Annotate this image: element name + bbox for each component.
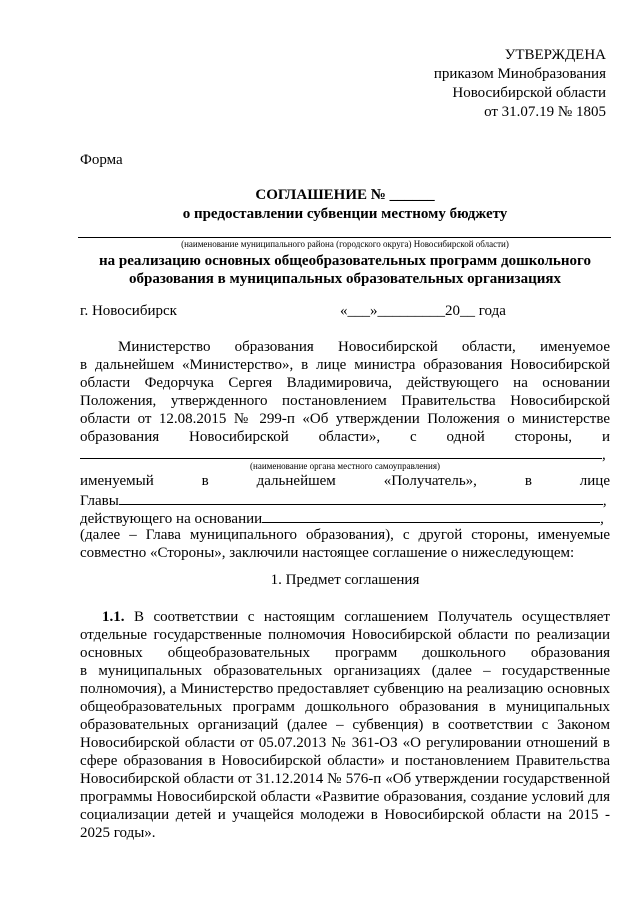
recipient-hint: (наименование органа местного самоуправления)	[250, 461, 440, 471]
clause-1-1-line-1	[80, 608, 610, 626]
clause-line: сфере образования в Новосибирской области» и постановлением Правительства	[80, 753, 610, 769]
preamble-line: образования Новосибирской области», с одной стороны, и	[80, 429, 610, 445]
clause-line: отдельные государственные полномочия Новосибирской области по реализации	[80, 627, 610, 643]
date-placeholder: «___»_________20__ года	[340, 303, 506, 319]
clause-line: основных общеобразовательных программ дошкольного образования	[80, 645, 610, 661]
title-line-1: СОГЛАШЕНИЕ № ______	[255, 187, 435, 203]
preamble-line: именуемый в дальнейшем «Получатель», в лице	[80, 473, 610, 489]
clause-line: 2025 годы».	[80, 825, 156, 841]
clause-line: Новосибирской области от 05.07.2013 № 361-ОЗ «О регулировании отношений в	[80, 735, 610, 751]
preamble-line: Положения, утвержденного постановлением Правительства Новосибирской	[80, 393, 610, 409]
subtitle-line-1: на реализацию основных общеобразовательных программ дошкольного	[99, 253, 591, 269]
preamble-line: в дальнейшем «Министерство», в лице министра образования Новосибирской	[80, 357, 610, 373]
preamble-line: области Федорчука Сергея Владимировича, действующего на основании	[80, 375, 610, 391]
approval-line-1: УТВЕРЖДЕНА	[504, 47, 606, 63]
approval-stamp	[406, 46, 606, 122]
basis-fill-line	[262, 508, 600, 523]
approval-line-2: приказом Минобразования	[433, 66, 606, 82]
clause-line: программы Новосибирской области «Развитие образования, создание условий для	[80, 789, 610, 805]
basis-fill-comma: ,	[600, 511, 604, 527]
municipality-fill-line	[78, 237, 611, 238]
form-label: Форма	[80, 152, 123, 168]
clause-line: в муниципальных образовательных организациях (далее – государственные	[80, 663, 610, 679]
clause-text: В соответствии с настоящим соглашением Получатель осуществляет	[124, 609, 610, 625]
preamble-line: области от 12.08.2015 № 299-п «Об утверждении Положения о министерстве	[80, 411, 610, 427]
head-fill-comma: ,	[602, 493, 607, 509]
subtitle-line-2: образования в муниципальных образовательных организациях	[129, 271, 561, 287]
clause-line: Новосибирской области от 31.12.2014 № 576-п «Об утверждении государственной	[80, 771, 610, 787]
basis-label: действующего на основании	[80, 511, 263, 527]
head-fill-row	[80, 490, 610, 510]
document-title	[80, 186, 610, 224]
city: г. Новосибирск	[80, 303, 177, 319]
recipient-fill-line	[80, 444, 602, 459]
preamble-line: (далее – Глава муниципального образования), с другой стороны, именуемые	[80, 527, 610, 543]
head-fill-line	[119, 490, 603, 505]
clause-line: социализации детей и учащейся молодежи в Новосибирской области на 2015 -	[80, 807, 610, 823]
municipality-hint: (наименование муниципального района (городского округа) Новосибирской области)	[181, 239, 509, 249]
clause-line: полномочия), а Министерство предоставляет субвенцию на реализацию основных	[80, 681, 610, 697]
section-1-title: 1. Предмет соглашения	[270, 572, 420, 588]
approval-line-3: Новосибирской области	[452, 85, 606, 101]
document-subtitle	[80, 252, 610, 288]
preamble-line: совместно «Стороны», заключили настоящее соглашение о нижеследующем:	[80, 545, 575, 561]
preamble-line: Министерство образования Новосибирской области, именуемое	[118, 339, 610, 355]
recipient-fill-comma: ,	[602, 447, 606, 463]
approval-line-4: от 31.07.19 № 1805	[484, 104, 606, 120]
title-line-2: о предоставлении субвенции местному бюджету	[182, 206, 508, 222]
clause-line: образовательных организаций (далее – субвенция) в соответствии с Законом	[80, 717, 610, 733]
clause-number: 1.1.	[102, 609, 125, 625]
clause-line: общеобразовательных программ дошкольного образования в муниципальных	[80, 699, 610, 715]
basis-fill-row	[80, 508, 610, 528]
head-label: Главы	[80, 493, 119, 509]
